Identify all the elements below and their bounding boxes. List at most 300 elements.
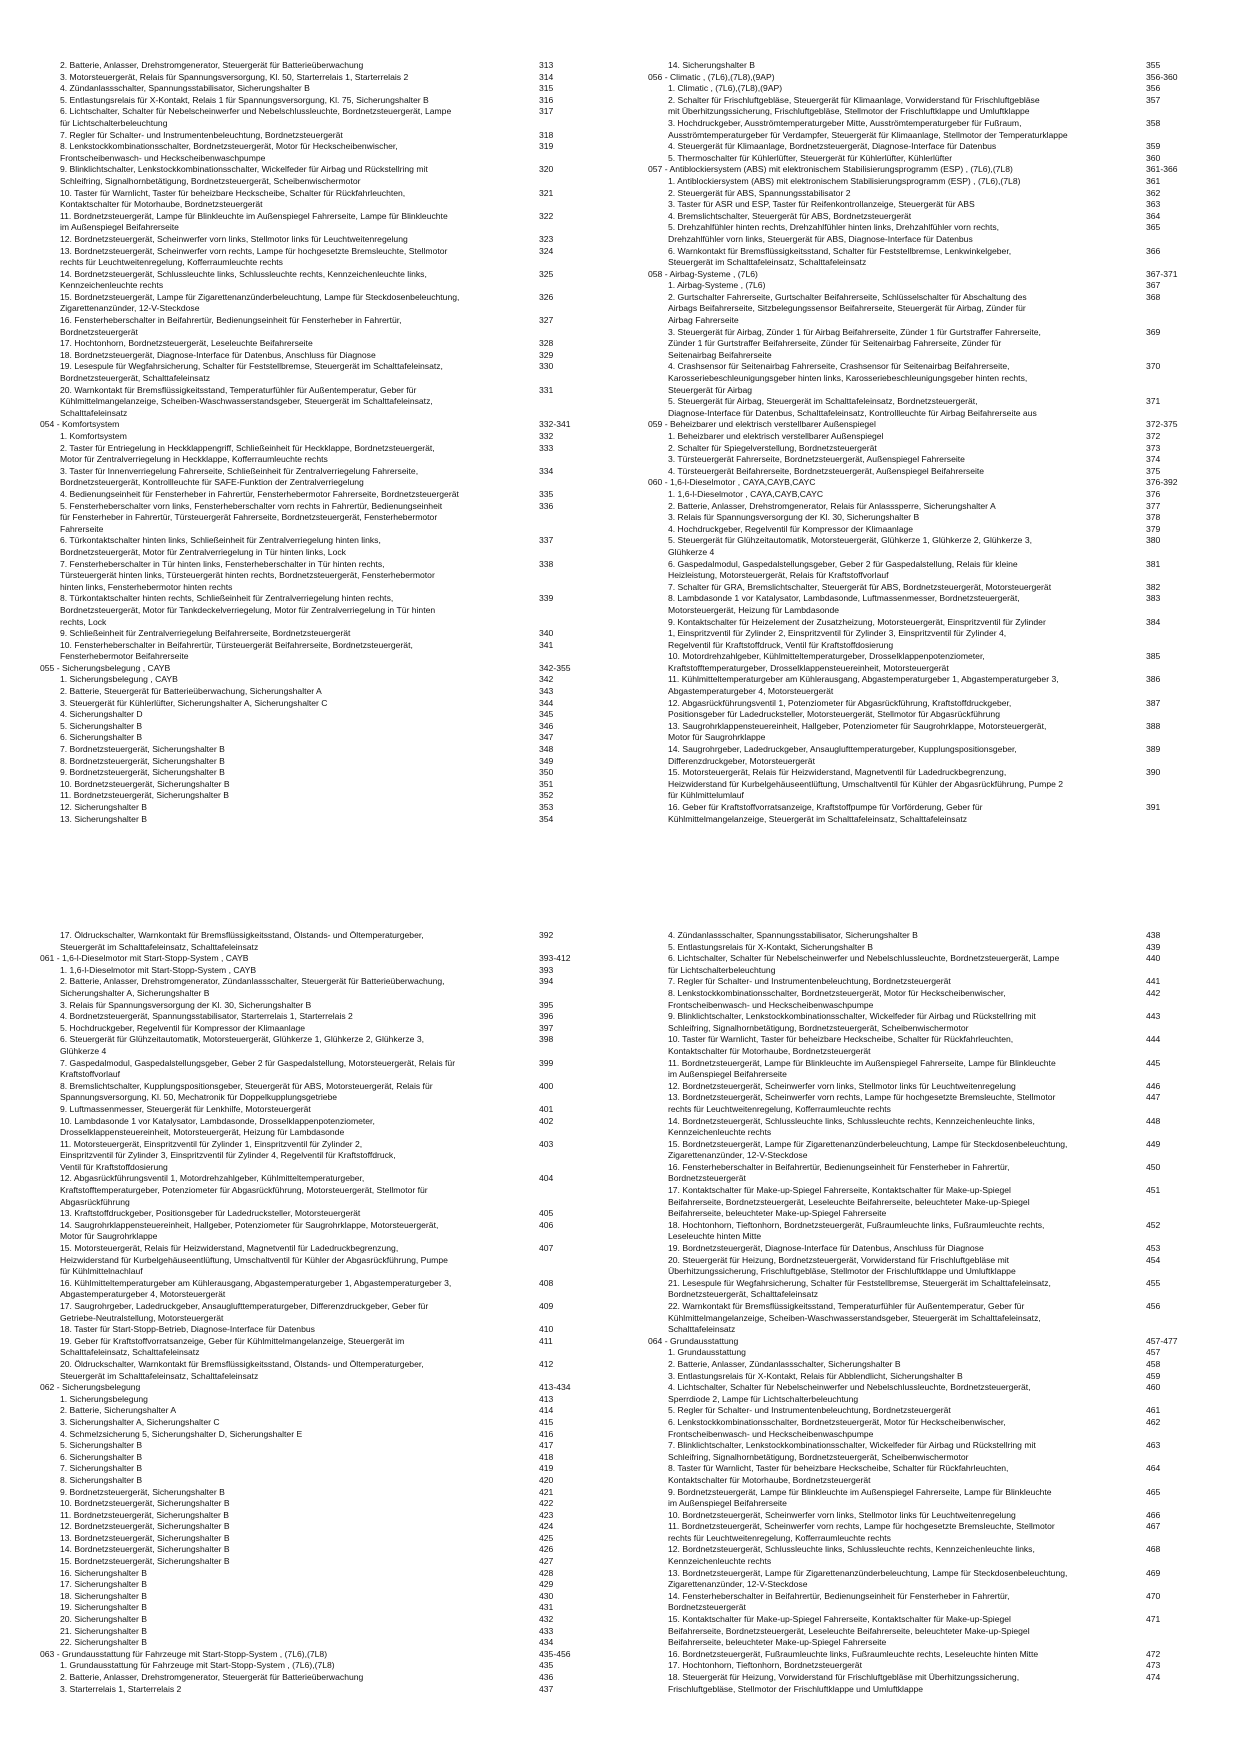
toc-page-number: 418 (539, 1451, 554, 1462)
toc-page-number: 438 (1146, 930, 1161, 940)
toc-entry-text: 11. Bordnetzsteuergerät, Sicherungshalter B (60, 1509, 229, 1520)
toc-page-number: 441 (1146, 976, 1161, 987)
toc-entry-text: Drehzahlfühler vorn links, Steuergerät für ABS, Diagnose-Interface für Datenbus (668, 233, 973, 244)
toc-entry-text: Steuergerät im Schalttafeleinsatz, Schalttafeleinsatz (60, 941, 259, 952)
toc-entry-row (60, 396, 433, 408)
toc-entry-text: 8. Türkontaktschalter hinten rechts, Schließeinheit für Zentralverriegelung hinten rechts, (60, 593, 394, 604)
toc-entry-row (668, 245, 1161, 258)
toc-entry-row (60, 790, 554, 802)
toc-entry-text: Bordnetzsteuergerät, Kontrollleuchte für SAFE-Funktion der Zentralverriegelung (60, 477, 364, 488)
toc-page-number: 413 (539, 1393, 554, 1404)
toc-entry-text: 16. Sicherungshalter B (60, 1567, 147, 1578)
toc-entry-row (668, 1544, 1161, 1556)
toc-entry-text: 10. Motordrehzahlgeber, Kühlmitteltemperaturgeber, Drosselklappenpotenziometer, (668, 651, 985, 662)
toc-entry-text: Kontaktschalter für Motorhaube, Bordnetzsteuergerät (668, 1045, 871, 1056)
toc-entry-row (60, 570, 435, 582)
toc-entry-row (668, 1161, 1161, 1174)
toc-entry-text: Motorsteuergerät, Heizung für Lambdasonde (668, 604, 840, 615)
toc-section-title: 056 - Climatic , (7L6),(7L8),(9AP) (648, 71, 775, 82)
toc-entry-row (668, 1045, 871, 1058)
toc-page-number: 367 (1146, 280, 1161, 291)
toc-entry-row (60, 523, 104, 536)
toc-page-number: 402 (539, 1115, 554, 1126)
toc-entry-text: 18. Bordnetzsteuergerät, Diagnose-Interface für Datenbus, Anschluss für Diagnose (60, 349, 376, 360)
toc-entry-row (60, 141, 554, 153)
toc-entry-text: 6. Türkontaktschalter hinten links, Schließeinheit für Zentralverriegelung hinten links, (60, 535, 381, 546)
toc-entry-text: 5. Drehzahlfühler hinten rechts, Drehzahlfühler hinten links, Drehzahlfühler vorn rechts, (668, 222, 1000, 233)
toc-entry-text: 1, Einspritzventil für Zylinder 2, Einspritzventil für Zylinder 3, Einspritzventil für Zylinder 4, (668, 628, 1007, 639)
toc-entry-text: Steuergerät im Schalttafeleinsatz, Schalttafeleinsatz (60, 1370, 259, 1381)
toc-page-number: 375 (1146, 465, 1161, 476)
toc-entry-text: Abgastemperaturgeber 4, Motorsteuergerät (60, 1289, 226, 1300)
toc-entry-row (668, 141, 1161, 153)
toc-page-number: 430 (539, 1590, 554, 1601)
toc-entry-text: Einspritzventil für Zylinder 3, Einspritzventil für Zylinder 4, Regelventil für Kraftstoffdruck, (60, 1150, 396, 1161)
toc-entry-text: Schleifring, Signalhornbetätigung, Bordnetzsteuergerät, Scheibenwischermotor (60, 175, 361, 186)
toc-entry-row (668, 1614, 1161, 1626)
toc-entry-text: 3. Hochdruckgeber, Ausströmtemperaturgeber Mitte, Ausströmtemperaturgeber für Fußraum, (668, 117, 1022, 128)
toc-entry-row (668, 199, 1161, 211)
toc-entry-text: Zigarettenanzünder, 12-V-Steckdose (668, 1150, 808, 1161)
toc-entry-row (60, 604, 436, 617)
toc-entry-text: Bordnetzsteuergerät, Motor für Zentralverriegelung in Tür hinten links, Lock (60, 546, 346, 557)
toc-entry-row (60, 1556, 554, 1568)
toc-entry-text: 9. Blinklichtschalter, Lenkstockkombinationsschalter, Wickelfeder für Airbag und Rückstellring mit (60, 164, 428, 175)
toc-entry-text: 13. Sicherungshalter B (60, 813, 147, 824)
toc-entry-text: Kühlmittelmangelanzeige, Steuergerät im Schalttafeleinsatz, Schalttafeleinsatz (668, 813, 968, 824)
toc-entry-row (60, 512, 438, 524)
toc-entry-text: 14. Saugrohrklappensteuereinheit, Hallgeber, Potenziometer für Saugrohrklappe, Motorsteuergerät, (60, 1219, 439, 1230)
toc-entry-row (668, 152, 1161, 165)
toc-entry-row (60, 164, 554, 176)
toc-entry-row (668, 1648, 1161, 1661)
toc-entry-text: 14. Bordnetzsteuergerät, Schlussleuchte links, Schlussleuchte rechts, Kennzeichenleuchte links, (60, 268, 427, 279)
toc-entry-row (60, 1602, 554, 1614)
toc-page-number: 318 (539, 129, 554, 140)
toc-entry-text: Bordnetzsteuergerät (668, 1602, 746, 1613)
toc-entry-text: 4. Crashsensor für Seitenairbag Fahrerseite, Crashsensor für Seitenairbag Beifahrerseite, (668, 361, 1010, 372)
toc-page-number: 386 (1146, 674, 1161, 685)
toc-entry-row (60, 1393, 554, 1406)
toc-entry-row (668, 1057, 1161, 1070)
toc-entry-row (60, 315, 554, 327)
toc-entry-row (60, 361, 554, 373)
toc-entry-text: 15. Motorsteuergerät, Relais für Heizwiderstand, Magnetventil für Ladedruckbegrenzung, (60, 1243, 399, 1254)
toc-entry-text: rechts, Lock (60, 616, 107, 627)
toc-entry-row (668, 1521, 1161, 1533)
toc-entry-text: Kennzeichenleuchte rechts (668, 1127, 772, 1138)
toc-entry-text: Kennzeichenleuchte rechts (60, 280, 164, 291)
toc-page-number: 471 (1146, 1614, 1161, 1625)
toc-entry-row (60, 535, 554, 547)
toc-entry-row (668, 1440, 1161, 1452)
toc-page-number: 423 (539, 1509, 554, 1520)
toc-section-title: 057 - Antiblockiersystem (ABS) mit elektronischem Stabilisierungsprogramm (ESP) , (7L6),(7L8) (648, 164, 1013, 175)
toc-entry-row (668, 662, 949, 675)
toc-entry-row (668, 187, 1161, 200)
toc-entry-text: 18. Steuergerät für Heizung, Vorwiderstand für Frischluftgebläse mit Überhitzungssicherung, (668, 1672, 1020, 1682)
toc-entry-text: 2. Schalter für Spiegelverstellung, Bordnetzsteuergerät (668, 442, 877, 453)
toc-entry-text: 2. Batterie, Anlasser, Drehstromgenerator, Steuergerät für Batterieüberwachung (60, 1672, 364, 1682)
toc-section-title: 064 - Grundausstattung (648, 1335, 739, 1346)
toc-entry-text: 2. Batterie, Anlasser, Zündanlassschalter, Sicherungshalter B (668, 1358, 901, 1369)
toc-page-number: 439 (1146, 941, 1161, 952)
toc-page-number: 351 (539, 778, 554, 789)
toc-entry-row (668, 338, 1002, 350)
toc-entry-row (668, 1254, 1161, 1267)
toc-entry-row (668, 802, 1161, 814)
toc-entry-text: 17. Sicherungshalter B (60, 1579, 147, 1590)
toc-page-number: 344 (539, 697, 554, 708)
toc-entry-text: 1. Airbag-Systeme , (7L6) (668, 280, 766, 291)
toc-entry-row (668, 686, 834, 698)
toc-entry-text: 9. Bordnetzsteuergerät, Lampe für Blinkleuchte im Außenspiegel Fahrerseite, Lampe für Blinkleuchte (668, 1486, 1052, 1497)
toc-entry-text: 5. Entlastungsrelais für X-Kontakt, Sicherungshalter B (668, 941, 873, 952)
toc-entry-row (60, 1127, 345, 1139)
toc-entry-text: Karosseriebeschleunigungsgeber hinten links, Karosseriebeschleunigungsgeber hinten rechts, (668, 373, 1028, 384)
toc-entry-row (60, 581, 233, 594)
toc-entry-row (60, 744, 554, 756)
toc-entry-row (60, 71, 554, 84)
toc-entry-row (60, 686, 554, 698)
toc-entry-row (60, 720, 554, 733)
toc-page-number: 332 (539, 431, 554, 441)
toc-page-number: 331 (539, 384, 554, 395)
toc-page-number: 342-355 (539, 662, 571, 673)
toc-entry-row (60, 1103, 554, 1116)
toc-entry-text: 7. Regler für Schalter- und Instrumentenbeleuchtung, Bordnetzsteuergerät (60, 129, 343, 140)
toc-section-row (40, 1648, 571, 1661)
toc-entry-text: 14. Fensterheberschalter in Beifahrertür, Bedienungseinheit für Fensterheber in Fahrertür, (668, 1590, 1010, 1601)
toc-page-number: 373 (1146, 442, 1161, 453)
toc-entry-text: Schalttafeleinsatz (668, 1324, 736, 1335)
toc-page-number: 453 (1146, 1243, 1161, 1254)
toc-page-number: 362 (1146, 187, 1161, 198)
toc-entry-row (668, 1625, 1030, 1638)
toc-entry-text: Bordnetzsteuergerät, Schalttafeleinsatz (668, 1289, 819, 1300)
toc-page-number: 328 (539, 338, 554, 349)
toc-page-number: 363 (1146, 199, 1161, 210)
toc-entry-text: 13. Kraftstoffdruckgeber, Positionsgeber für Ladedrucksteller, Motorsteuergerät (60, 1208, 361, 1219)
toc-entry-row (60, 778, 554, 791)
toc-entry-text: Steuergerät für Airbag (668, 384, 753, 395)
toc-entry-row (60, 465, 554, 478)
toc-entry-row (668, 1231, 762, 1243)
toc-entry-row (60, 1034, 554, 1046)
toc-entry-text: 6. Lichtschalter, Schalter für Nebelscheinwerfer und Nebelschlussleuchte, Bordnetzsteuergerät, Lampe (668, 953, 1060, 964)
toc-entry-row (60, 1022, 554, 1035)
toc-entry-text: Abgasrückführung (60, 1196, 130, 1207)
toc-section-title: 059 - Beheizbarer und elektrisch verstellbarer Außenspiegel (648, 419, 876, 430)
toc-entry-text: 11. Bordnetzsteuergerät, Lampe für Blinkleuchte im Außenspiegel Fahrerseite, Lampe für Blinkleuchte (60, 210, 448, 221)
toc-page-number: 381 (1146, 558, 1161, 569)
toc-page-number: 404 (539, 1173, 554, 1184)
toc-page-number: 425 (539, 1532, 554, 1543)
toc-page-number: 358 (1146, 117, 1161, 128)
toc-entry-text: 22. Sicherungshalter B (60, 1637, 147, 1648)
toc-entry-row (668, 1486, 1161, 1499)
toc-entry-row (668, 778, 1064, 791)
toc-page-number: 319 (539, 141, 554, 152)
toc-entry-text: 21. Sicherungshalter B (60, 1625, 147, 1636)
toc-page-number: 379 (1146, 523, 1161, 534)
toc-entry-text: Seitenairbag Beifahrerseite (668, 349, 772, 360)
toc-page-number: 338 (539, 558, 554, 569)
toc-page-number: 387 (1146, 697, 1161, 708)
toc-page-number: 421 (539, 1486, 554, 1497)
toc-entry-text: 17. Kontaktschalter für Make-up-Spiegel Fahrerseite, Kontaktschalter für Make-up-Spiegel (668, 1185, 1011, 1196)
toc-entry-text: für Lichtschalterbeleuchtung (60, 117, 168, 128)
toc-page-number: 419 (539, 1463, 554, 1474)
toc-page-number: 353 (539, 802, 554, 812)
toc-entry-row (668, 639, 894, 652)
toc-entry-row (60, 83, 554, 95)
toc-entry-text: Türsteuergerät hinten links, Türsteuergerät hinten rechts, Bordnetzsteuergerät, Fensterhebermotor (60, 570, 435, 581)
toc-page-number: 445 (1146, 1057, 1161, 1068)
toc-entry-row (668, 407, 1037, 420)
toc-entry-text: 18. Sicherungshalter B (60, 1590, 147, 1601)
toc-entry-text: 3. Entlastungsrelais für X-Kontakt, Relais für Abblendlicht, Sicherungshalter B (668, 1370, 963, 1381)
toc-page-number: 468 (1146, 1544, 1161, 1555)
toc-entry-row (60, 1405, 554, 1417)
toc-entry-text: 4. Bordnetzsteuergerät, Spannungsstabilisator, Starterrelais 1, Starterrelais 2 (60, 1011, 353, 1022)
toc-entry-row (60, 732, 554, 744)
toc-entry-row (60, 338, 554, 350)
toc-page-number: 336 (539, 500, 554, 511)
toc-entry-text: 2. Steuergerät für ABS, Spannungsstabilisator 2 (668, 187, 851, 198)
toc-entry-text: 13. Saugrohrklappensteuereinheit, Hallgeber, Potenziometer für Saugrohrklappe, Motorsteuergerät, (668, 720, 1047, 731)
toc-entry-row (60, 303, 200, 315)
toc-page-number: 450 (1146, 1161, 1161, 1172)
toc-page-number: 457 (1146, 1347, 1161, 1358)
toc-page-number: 323 (539, 233, 554, 244)
toc-entry-text: Airbags Beifahrerseite, Sitzbelegungssensor Beifahrerseite, Steuergerät für Airbag, Zünder für (668, 303, 1026, 314)
toc-page-number: 461 (1146, 1405, 1161, 1416)
toc-entry-text: 11. Kühlmitteltemperaturgeber am Kühlerausgang, Abgastemperaturgeber 1, Abgastemperaturgeber 3, (668, 674, 1059, 685)
toc-entry-row (668, 1069, 787, 1081)
toc-entry-row (60, 1011, 554, 1023)
toc-page-number: 472 (1146, 1648, 1161, 1659)
toc-block-top-left (40, 60, 571, 825)
toc-page-number: 359 (1146, 141, 1161, 152)
toc-entry-row (60, 558, 554, 571)
toc-entry-row (60, 1544, 554, 1556)
toc-entry-row (60, 1045, 107, 1058)
toc-page-number: 436 (539, 1672, 554, 1682)
toc-entry-text: 14. Bordnetzsteuergerät, Schlussleuchte links, Schlussleuchte rechts, Kennzeichenleuchte links, (668, 1115, 1035, 1126)
toc-entry-row (668, 604, 840, 617)
toc-entry-row (60, 1451, 554, 1464)
toc-entry-text: 3. Relais für Spannungsversorgung der Kl. 30, Sicherungshalter B (60, 999, 312, 1010)
toc-entry-text: Spannungsversorgung, Kl. 50, Mechatronik für Doppelkupplungsgetriebe (60, 1092, 338, 1103)
toc-entry-row (60, 431, 554, 443)
toc-page-number: 329 (539, 349, 554, 360)
toc-entry-row (60, 373, 211, 385)
toc-entry-text: 6. Sicherungshalter B (60, 732, 143, 743)
toc-page-number: 380 (1146, 535, 1161, 546)
toc-entry-row (60, 1115, 554, 1128)
toc-entry-text: 5. Regler für Schalter- und Instrumentenbeleuchtung, Bordnetzsteuergerät (668, 1405, 951, 1416)
toc-entry-text: 19. Geber für Kraftstoffvorratsanzeige, Geber für Kühlmittelmangelanzeige, Steuergerät im (60, 1335, 405, 1346)
toc-entry-text: Ausströmtemperaturgeber für Verdampfer, Steuergerät für Klimaanlage, Stellmotor der Temperaturklappe (668, 129, 1068, 140)
toc-entry-row (668, 1474, 871, 1487)
toc-entry-row (60, 1301, 554, 1313)
toc-entry-text: 3. Relais für Spannungsversorgung der Kl. 30, Sicherungshalter B (668, 512, 920, 523)
toc-entry-row (60, 199, 263, 211)
toc-entry-row (668, 1277, 1161, 1290)
toc-page-number: 372-375 (1146, 419, 1178, 430)
toc-page-number: 454 (1146, 1254, 1161, 1265)
toc-entry-row (60, 987, 210, 1000)
toc-entry-row (668, 813, 968, 826)
toc-entry-row (668, 581, 1161, 594)
toc-entry-text: für Fensterheber in Fahrertür, Türsteuergerät Fahrerseite, Bordnetzsteuergerät, Fensterhebermotor (60, 512, 438, 523)
toc-entry-text: Kraftstofftemperaturgeber, Potenziometer für Abgasrückführung, Motorsteuergerät, Stellmotor für (60, 1185, 428, 1196)
toc-entry-text: 15. Bordnetzsteuergerät, Sicherungshalter B (60, 1556, 230, 1567)
toc-entry-text: 2. Batterie, Sicherungshalter A (60, 1405, 177, 1416)
toc-entry-text: Steuergerät im Schalttafeleinsatz, Schalttafeleinsatz (668, 257, 867, 268)
toc-entry-text: 3. Taster für ASR und ESP, Taster für Reifenkontrollanzeige, Steuergerät für ABS (668, 199, 975, 210)
toc-entry-text: 16. Kühlmitteltemperaturgeber am Kühlerausgang, Abgastemperaturgeber 1, Abgastemperaturgeber 3, (60, 1277, 452, 1288)
toc-entry-row (668, 1034, 1161, 1046)
toc-page-number: 395 (539, 999, 554, 1010)
toc-entry-row (668, 1243, 1161, 1255)
toc-section-row (648, 1335, 1178, 1348)
toc-entry-text: für Lichtschalterbeleuchtung (668, 964, 776, 975)
toc-entry-row (668, 1324, 736, 1336)
toc-entry-text: 3. Starterrelais 1, Starterrelais 2 (60, 1683, 182, 1694)
toc-entry-text: 2. Schalter für Frischluftgebläse, Steuergerät für Klimaanlage, Vorwiderstand für Frischluftgebläse (668, 94, 1040, 105)
toc-page-number: 432 (539, 1614, 554, 1625)
toc-page-number: 365 (1146, 222, 1161, 233)
toc-entry-text: Sicherungshalter A, Sicherungshalter B (60, 987, 210, 998)
toc-entry-text: 10. Taster für Warnlicht, Taster für beheizbare Heckscheibe, Schalter für Rückfahrleuchten, (60, 187, 406, 198)
toc-entry-text: Kühlmittelmangelanzeige, Scheiben-Waschwasserstandsgeber, Steuergerät im Schalttafeleinsatz, (668, 1312, 1041, 1323)
toc-entry-row (668, 1289, 819, 1301)
toc-entry-row (668, 222, 1161, 234)
toc-entry-text: Zünder 1 für Gurtstraffer Beifahrerseite, Zünder für Seitenairbag Fahrerseite, Zünder für (668, 338, 1002, 349)
toc-entry-text: 12. Bordnetzsteuergerät, Schlussleuchte links, Schlussleuchte rechts, Kennzeichenleuchte links, (668, 1544, 1035, 1555)
toc-entry-row (668, 175, 1161, 188)
toc-entry-row (60, 802, 554, 814)
toc-entry-row (668, 1498, 787, 1510)
toc-entry-text: rechts für Leuchtweitenregelung, Kofferraumleuchte rechts (668, 1532, 891, 1543)
toc-page-number: 378 (1146, 512, 1161, 523)
toc-page-number: 391 (1146, 802, 1161, 812)
toc-entry-text: Kennzeichenleuchte rechts (668, 1556, 772, 1567)
toc-entry-row (60, 813, 554, 826)
toc-entry-text: im Außenspiegel Beifahrerseite (60, 222, 179, 233)
toc-page-number: 370 (1146, 361, 1161, 372)
toc-entry-row (60, 1358, 554, 1371)
toc-entry-text: Beifahrerseite, Bordnetzsteuergerät, Leseleuchte Beifahrerseite, beleuchteter Make-up-Spiegel (668, 1196, 1030, 1207)
toc-page-number: 398 (539, 1034, 554, 1045)
toc-page-number: 435 (539, 1660, 554, 1671)
toc-page-number: 384 (1146, 616, 1161, 627)
toc-entry-row (60, 1208, 554, 1220)
toc-page-number: 422 (539, 1498, 554, 1509)
toc-entry-row (60, 1521, 554, 1533)
toc-entry-row (60, 1486, 554, 1499)
toc-entry-row (60, 1440, 554, 1452)
toc-entry-text: Sperrdiode 2, Lampe für Lichtschalterbeleuchtung (668, 1393, 859, 1404)
toc-page-number: 434 (539, 1637, 554, 1648)
toc-page-number: 407 (539, 1243, 554, 1254)
toc-entry-row (668, 454, 1161, 466)
toc-entry-text: 6. Sicherungshalter B (60, 1451, 143, 1462)
toc-entry-text: 8. Lenkstockkombinationsschalter, Bordnetzsteuergerät, Motor für Heckscheibenwischer, (668, 987, 1006, 998)
toc-entry-row (668, 790, 744, 802)
toc-entry-text: 17. Saugrohrgeber, Ladedruckgeber, Ansauglufttemperaturgeber, Differenzdruckgeber, Geber für (60, 1301, 429, 1311)
toc-page-number: 356-360 (1146, 71, 1178, 82)
toc-entry-row (60, 628, 554, 640)
toc-page-number: 371 (1146, 396, 1161, 407)
toc-entry-row (668, 953, 1161, 965)
toc-page-number: 361-366 (1146, 164, 1178, 175)
toc-entry-row (60, 964, 554, 977)
toc-entry-text: Glühkerze 4 (668, 546, 715, 557)
toc-page-number: 377 (1146, 500, 1161, 511)
toc-entry-text: Kühlmittelmangelanzeige, Scheiben-Waschwasserstandsgeber, Steuergerät im Schalttafeleinsatz, (60, 396, 433, 407)
toc-page-number: 470 (1146, 1590, 1161, 1601)
toc-entry-row (60, 976, 554, 988)
toc-entry-text: 12. Bordnetzsteuergerät, Sicherungshalter B (60, 1521, 230, 1532)
toc-page-number: 342 (539, 674, 554, 685)
toc-entry-row (668, 1637, 887, 1649)
toc-entry-text: 7. Bordnetzsteuergerät, Sicherungshalter B (60, 744, 225, 755)
toc-page-number: 334 (539, 465, 554, 476)
toc-entry-row (60, 280, 164, 292)
toc-page-number: 406 (539, 1219, 554, 1230)
toc-entry-row (60, 1579, 554, 1591)
toc-page-number: 463 (1146, 1440, 1161, 1451)
toc-page-number: 469 (1146, 1567, 1161, 1578)
toc-entry-row (60, 1370, 259, 1383)
toc-page-number: 341 (539, 639, 554, 650)
toc-entry-row (668, 732, 766, 744)
toc-page-number: 335 (539, 488, 554, 499)
toc-page-number: 340 (539, 628, 554, 639)
toc-entry-row (60, 1416, 554, 1429)
toc-page-number: 316 (539, 94, 554, 105)
toc-entry-row (60, 1254, 448, 1267)
toc-entry-text: Bordnetzsteuergerät, Motor für Tankdeckelverriegelung, Motor für Zentralverriegelung in Tür hinten (60, 604, 436, 615)
toc-entry-text: 12. Bordnetzsteuergerät, Scheinwerfer vorn links, Stellmotor links für Leuchtweitenregelung (60, 233, 408, 244)
toc-entry-text: Abgastemperaturgeber 4, Motorsteuergerät (668, 686, 834, 697)
toc-entry-row (668, 500, 1161, 513)
toc-page-number: 352 (539, 790, 554, 801)
toc-page-number: 458 (1146, 1358, 1161, 1369)
toc-page-number: 466 (1146, 1509, 1161, 1520)
toc-page-number: 462 (1146, 1416, 1161, 1427)
toc-page-number: 396 (539, 1011, 554, 1022)
toc-entry-row (668, 361, 1161, 373)
toc-entry-text: 4. Bremslichtschalter, Steuergerät für ABS, Bordnetzsteuergerät (668, 210, 912, 221)
toc-entry-text: Ventil für Kraftstoffdosierung (60, 1161, 168, 1172)
toc-entry-row (60, 175, 361, 188)
toc-entry-row (668, 1382, 1161, 1394)
toc-entry-row (668, 930, 1161, 942)
toc-entry-text: 13. Bordnetzsteuergerät, Scheinwerfer vorn rechts, Lampe für hochgesetzte Bremsleuchte, Stellmotor (60, 245, 448, 256)
toc-entry-row (668, 570, 889, 582)
toc-entry-row (668, 674, 1161, 686)
toc-entry-text: im Außenspiegel Beifahrerseite (668, 1498, 787, 1509)
toc-page-number: 347 (539, 732, 554, 743)
toc-entry-row (668, 1301, 1161, 1313)
toc-entry-row (668, 1150, 808, 1162)
toc-entry-text: Motor für Zentralverriegelung in Heckklappe, Kofferraumleuchte rechts (60, 454, 328, 465)
toc-page-number: 447 (1146, 1092, 1161, 1103)
